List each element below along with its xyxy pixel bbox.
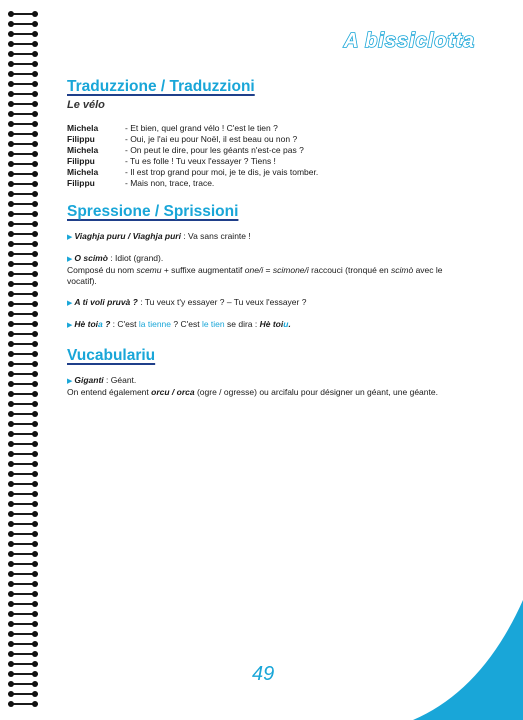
spiral-ring: [8, 170, 42, 178]
speaker: Michela: [67, 145, 99, 155]
spiral-ring: [8, 540, 42, 548]
spiral-ring: [8, 320, 42, 328]
spiral-ring: [8, 630, 42, 638]
spiral-ring: [8, 40, 42, 48]
spiral-ring: [8, 120, 42, 128]
spiral-ring: [8, 430, 42, 438]
corner-decoration: [413, 600, 523, 720]
spiral-ring: [8, 510, 42, 518]
spiral-ring: [8, 590, 42, 598]
spiral-ring: [8, 480, 42, 488]
dialog-line: [67, 156, 318, 167]
expression-entry: ▶ A ti voli pruvà ? : Tu veux t'y essayer ? – Tu veux l'essayer ?: [67, 297, 307, 307]
spiral-ring: [8, 570, 42, 578]
spiral-ring: [8, 470, 42, 478]
spiral-ring: [8, 80, 42, 88]
spiral-ring: [8, 360, 42, 368]
spiral-ring: [8, 10, 42, 18]
spiral-ring: [8, 150, 42, 158]
spiral-ring: [8, 410, 42, 418]
spiral-ring: [8, 450, 42, 458]
spiral-ring: [8, 680, 42, 688]
spiral-ring: [8, 650, 42, 658]
triangle-bullet-icon: ▶: [67, 322, 73, 329]
spiral-ring: [8, 30, 42, 38]
spiral-binding: [8, 10, 42, 710]
spiral-ring: [8, 310, 42, 318]
spiral-ring: [8, 200, 42, 208]
dialog-table: [67, 123, 318, 189]
spiral-ring: [8, 620, 42, 628]
dialog-subtitle: Le vélo: [67, 99, 105, 111]
vocabulary-entry: ▶ Giganti : Géant. On entend également orcu / orca (ogre / ogresse) ou arcifalu pour désigner un géant, une géante.: [67, 375, 438, 397]
triangle-bullet-icon: ▶: [67, 300, 73, 307]
spiral-ring: [8, 390, 42, 398]
spiral-ring: [8, 690, 42, 698]
spiral-ring: [8, 240, 42, 248]
spiral-ring: [8, 660, 42, 668]
vucabulariu-heading: Vucabulariu: [67, 347, 156, 364]
line-text: - Oui, je l'ai eu pour Noël, il est beau ou non ?: [125, 134, 298, 144]
spiral-ring: [8, 600, 42, 608]
spiral-ring: [8, 420, 42, 428]
expression-entry: ▶ Hè toia ? : C'est la tienne ? C'est le tien se dira : Hè toiu.: [67, 319, 291, 329]
spiral-ring: [8, 230, 42, 238]
spiral-ring: [8, 610, 42, 618]
spiral-ring: [8, 250, 42, 258]
spiral-ring: [8, 400, 42, 408]
spiral-ring: [8, 370, 42, 378]
page-header-title: A bissiclotta: [343, 30, 475, 52]
line-text: - Mais non, trace, trace.: [125, 178, 215, 188]
spiral-ring: [8, 280, 42, 288]
spiral-ring: [8, 640, 42, 648]
triangle-bullet-icon: ▶: [67, 256, 73, 263]
speaker: Michela: [67, 123, 99, 133]
spiral-ring: [8, 560, 42, 568]
spiral-ring: [8, 530, 42, 538]
line-text: - Il est trop grand pour moi, je te dis, je vais tomber.: [125, 167, 319, 177]
spiral-ring: [8, 90, 42, 98]
dialog-line: [67, 123, 318, 134]
spiral-ring: [8, 190, 42, 198]
spiral-ring: [8, 340, 42, 348]
page-content: [67, 78, 467, 408]
spiral-ring: [8, 50, 42, 58]
spiral-ring: [8, 20, 42, 28]
spiral-ring: [8, 580, 42, 588]
spiral-ring: [8, 130, 42, 138]
spiral-ring: [8, 500, 42, 508]
spiral-ring: [8, 330, 42, 338]
spiral-ring: [8, 520, 42, 528]
spiral-ring: [8, 300, 42, 308]
dialog-line: [67, 167, 318, 178]
spiral-ring: [8, 100, 42, 108]
spiral-ring: [8, 380, 42, 388]
speaker: Michela: [67, 167, 99, 177]
spiral-ring: [8, 700, 42, 708]
expression-entry: ▶ Viaghja puru / Viaghja puri : Va sans crainte !: [67, 231, 251, 241]
dialog-line: [67, 134, 318, 145]
spiral-ring: [8, 60, 42, 68]
expression-entry: ▶ O scimò : Idiot (grand). Composé du nom scemu + suffixe augmentatif one/i = scimone/i raccouci (tronqué en scimò avec le vocatif).: [67, 253, 443, 286]
spiral-ring: [8, 210, 42, 218]
spiral-ring: [8, 490, 42, 498]
spiral-ring: [8, 110, 42, 118]
speaker: Filippu: [67, 156, 95, 166]
spiral-ring: [8, 260, 42, 268]
line-text: - Et bien, quel grand vélo ! C'est le tien ?: [125, 123, 278, 133]
spiral-ring: [8, 350, 42, 358]
spiral-ring: [8, 440, 42, 448]
spressione-heading: Spressione / Sprissioni: [67, 203, 239, 220]
dialog-line: [67, 145, 318, 156]
spiral-ring: [8, 550, 42, 558]
line-text: - On peut le dire, pour les géants n'est-ce pas ?: [125, 145, 304, 155]
spiral-ring: [8, 140, 42, 148]
spiral-ring: [8, 160, 42, 168]
triangle-bullet-icon: ▶: [67, 378, 73, 385]
spiral-ring: [8, 270, 42, 278]
spiral-ring: [8, 70, 42, 78]
speaker: Filippu: [67, 178, 95, 188]
line-text: - Tu es folle ! Tu veux l'essayer ? Tiens !: [125, 156, 276, 166]
spiral-ring: [8, 220, 42, 228]
spiral-ring: [8, 670, 42, 678]
page-number: 49: [252, 663, 275, 685]
spiral-ring: [8, 290, 42, 298]
triangle-bullet-icon: ▶: [67, 234, 73, 241]
spiral-ring: [8, 180, 42, 188]
dialog-line: [67, 178, 318, 189]
speaker: Filippu: [67, 134, 95, 144]
traduzione-heading: Traduzzione / Traduzzioni: [67, 78, 255, 95]
spiral-ring: [8, 460, 42, 468]
